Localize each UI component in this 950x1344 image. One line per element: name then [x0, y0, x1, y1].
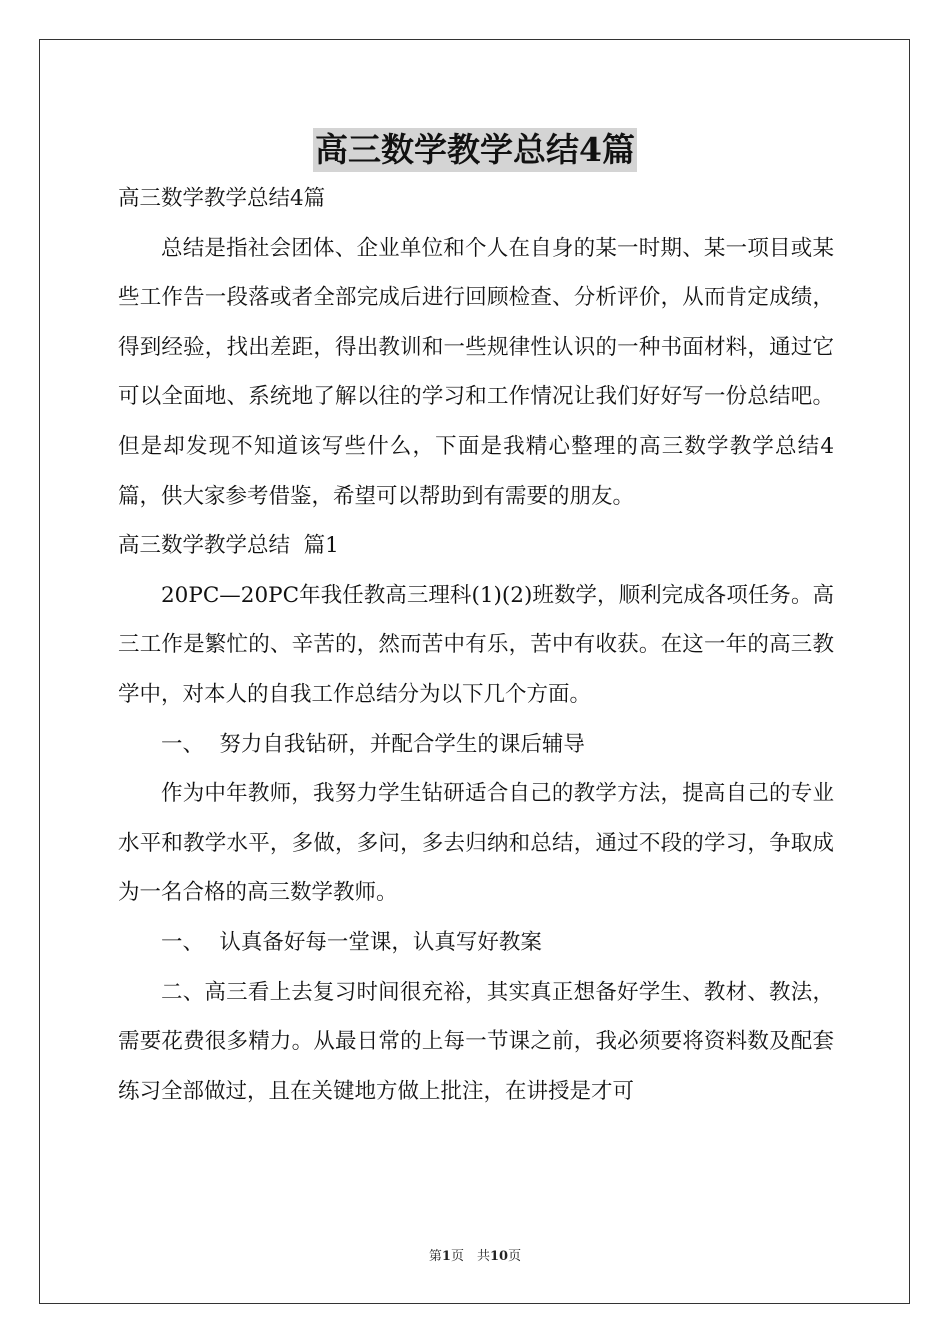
section-paragraph-2: 作为中年教师，我努力学生钻研适合自己的教学方法，提高自己的专业水平和教学水平，多做，多问，多去归纳和总结，通过不段的学习，争取成为一名合格的高三数学教师。 — [118, 781, 834, 906]
section-subheading-1: 一、 努力自我钻研，并配合学生的课后辅导 — [161, 731, 585, 757]
footer-page-prefix: 第 — [428, 1249, 442, 1264]
footer-page-mid: 页 共 — [450, 1249, 490, 1264]
section-subheading-2: 一、 认真备好每一堂课，认真写好教案 — [161, 929, 542, 955]
page-footer — [0, 1248, 950, 1266]
footer-page-total: 10 — [489, 1249, 509, 1264]
section-heading: 高三数学教学总结 篇1 — [118, 533, 339, 559]
footer-page-number: 1 — [441, 1249, 451, 1264]
intro-paragraph: 总结是指社会团体、企业单位和个人在自身的某一时期、某一项目或某些工作告一段落或者全部完成后进行回顾检查、分析评价，从而肯定成绩，得到经验，找出差距，得出教训和一些规律性认识的一种书面材料，通过它可以全面地、系统地了解以往的学习和工作情况让我们好好写一份总结吧。但是却发现不知道该写些什么，下面是我精心整理的高三数学教学总结4篇，供大家参考借鉴，希望可以帮助到有需要的朋友。 — [118, 235, 834, 509]
footer-page-suffix: 页 — [508, 1249, 522, 1264]
document-title: 高三数学教学总结4篇 — [313, 128, 637, 172]
title-container — [0, 128, 950, 172]
section-paragraph-3: 二、高三看上去复习时间很充裕，其实真正想备好学生、教材、教法，需要花费很多精力。从最日常的上每一节课之前，我必须要将资料数及配套练习全部做过，且在关键地方做上批注，在讲授是才可 — [118, 979, 834, 1104]
document-subtitle: 高三数学教学总结4篇 — [118, 186, 326, 211]
document-body — [118, 174, 834, 1116]
section-paragraph-1: 20PC—20PC年我任教高三理科(1)(2)班数学，顺利完成各项任务。高三工作是繁忙的、辛苦的，然而苦中有乐，苦中有收获。在这一年的高三教学中，对本人的自我工作总结分为以下几个方面。 — [118, 582, 834, 707]
